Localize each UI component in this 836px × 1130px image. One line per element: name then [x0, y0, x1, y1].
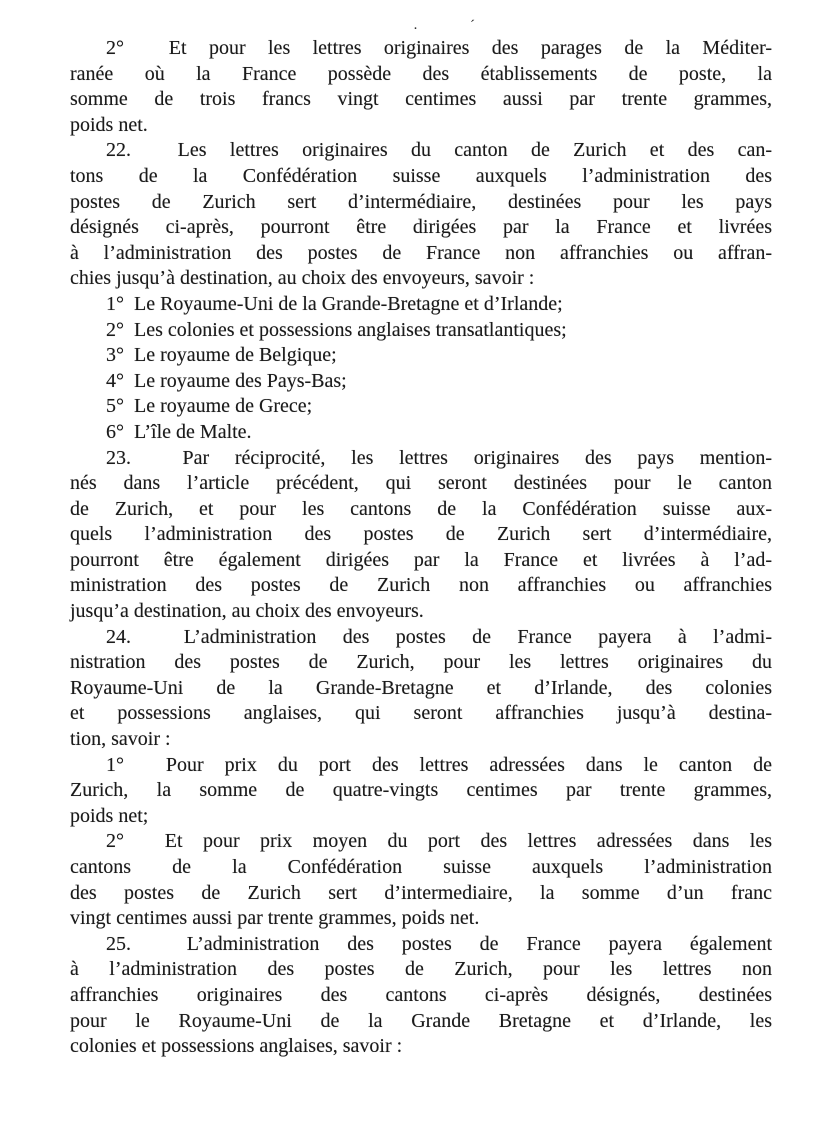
- text-line: postes de Zurich sert d’intermédiaire, destinées pour les pays: [70, 190, 772, 213]
- text-block: [70, 36, 772, 1060]
- text-line: poids net.: [70, 113, 148, 136]
- text-line: de Zurich, et pour les cantons de la Confédération suisse aux-: [70, 497, 772, 520]
- text-line: 6° L’île de Malte.: [106, 420, 252, 443]
- text-line: somme de trois francs vingt centimes aussi par trente grammes,: [70, 88, 772, 111]
- text-line: colonies et possessions anglaises, savoir :: [70, 1035, 403, 1058]
- article-22: [70, 138, 772, 292]
- article-24: [70, 625, 772, 753]
- text-line: 25. L’administration des postes de France payera également: [106, 932, 772, 955]
- text-line: 2° Et pour prix moyen du port des lettres adressées dans les: [106, 830, 772, 853]
- article-23: [70, 446, 772, 625]
- list-item-royaume-uni: [70, 292, 772, 318]
- text-line: et possessions anglaises, qui seront affranchies jusqu’à destina-: [70, 702, 772, 725]
- text-line: jusqu’a destination, au choix des envoyeurs.: [70, 600, 424, 623]
- scan-artifact-mark: ´: [470, 18, 475, 34]
- text-line: à l’administration des postes de France non affranchies ou affran-: [70, 241, 772, 264]
- text-line: nés dans l’article précédent, qui seront destinées pour le canton: [70, 472, 772, 495]
- text-line: 23. Par réciprocité, les lettres originaires des pays mention-: [106, 446, 772, 469]
- text-line: vingt centimes aussi par trente grammes, poids net.: [70, 907, 480, 930]
- text-line: 2° Les colonies et possessions anglaises transatlantiques;: [106, 318, 567, 341]
- text-line: tion, savoir :: [70, 728, 171, 751]
- text-line: poids net;: [70, 804, 149, 827]
- text-line: nistration des postes de Zurich, pour les lettres originaires du: [70, 651, 772, 674]
- price-item-1: [70, 753, 772, 830]
- list-item-grece: [70, 394, 772, 420]
- text-line: 5° Le royaume de Grece;: [106, 395, 313, 418]
- text-line: désignés ci-après, pourront être dirigées par la France et livrées: [70, 216, 772, 239]
- text-line: Royaume-Uni de la Grande-Bretagne et d’Irlande, des colonies: [70, 676, 772, 699]
- text-line: 4° Le royaume des Pays-Bas;: [106, 369, 347, 392]
- text-line: tons de la Confédération suisse auxquels l’administration des: [70, 164, 772, 187]
- text-line: pourront être également dirigées par la France et livrées à l’ad-: [70, 548, 772, 571]
- text-line: 3° Le royaume de Belgique;: [106, 344, 337, 367]
- text-line: 2° Et pour les lettres originaires des parages de la Méditer-: [106, 37, 772, 59]
- price-item-2: [70, 829, 772, 931]
- list-item-colonies: [70, 318, 772, 344]
- article-25: [70, 932, 772, 1060]
- scan-artifact-mark: ·: [413, 21, 418, 37]
- text-line: 24. L’administration des postes de France payera à l’admi-: [106, 625, 772, 648]
- list-item-belgique: [70, 343, 772, 369]
- text-line: quels l’administration des postes de Zurich sert d’intermédiaire,: [70, 523, 772, 546]
- text-line: 22. Les lettres originaires du canton de Zurich et des can-: [106, 139, 772, 162]
- paragraph-2-mediterranee: [70, 36, 772, 138]
- text-line: ministration des postes de Zurich non affranchies ou affranchies: [70, 574, 772, 597]
- text-line: cantons de la Confédération suisse auxquels l’administration: [70, 856, 772, 878]
- text-line: pour le Royaume-Uni de la Grande Bretagne et d’Irlande, les: [70, 1009, 772, 1032]
- text-line: des postes de Zurich sert d’intermediaire, la somme d’un franc: [70, 881, 772, 904]
- text-line: affranchies originaires des cantons ci-après désignés, destinées: [70, 983, 772, 1006]
- list-item-pays-bas: [70, 369, 772, 395]
- list-item-malte: [70, 420, 772, 446]
- text-line: Zurich, la somme de quatre-vingts centimes par trente grammes,: [70, 779, 772, 802]
- text-line: chies jusqu’à destination, au choix des envoyeurs, savoir :: [70, 267, 535, 290]
- text-line: à l’administration des postes de Zurich, pour les lettres non: [70, 958, 772, 981]
- text-line: ranée où la France possède des établissements de poste, la: [70, 62, 772, 85]
- text-line: 1° Pour prix du port des lettres adressées dans le canton de: [106, 753, 772, 776]
- text-line: 1° Le Royaume-Uni de la Grande-Bretagne et d’Irlande;: [106, 292, 563, 315]
